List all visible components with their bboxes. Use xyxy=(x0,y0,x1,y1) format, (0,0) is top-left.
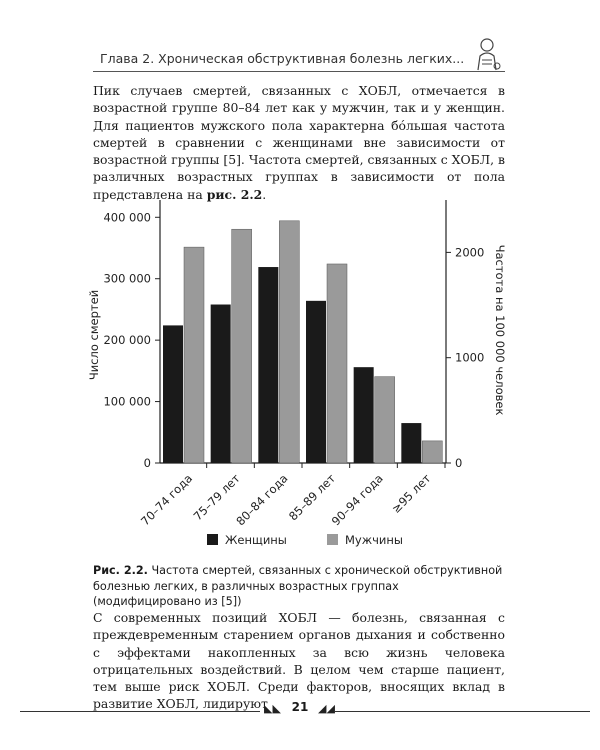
figure-reference: рис. 2.2 xyxy=(206,186,263,202)
left-tick-label: 0 xyxy=(143,456,151,470)
left-tick-label: 100 000 xyxy=(103,394,151,409)
page-number: 21 xyxy=(291,700,309,714)
header-rule xyxy=(93,71,505,72)
right-axis-title: Частота на 100 000 человек xyxy=(493,244,507,416)
footer-ornament-left-icon: ◣◣ xyxy=(264,702,281,715)
footer-rule-right xyxy=(335,711,590,712)
bar-men xyxy=(184,247,204,463)
bar-women xyxy=(401,423,421,463)
right-tick-label: 1000 xyxy=(455,350,485,365)
x-tick-label: ≥95 лет xyxy=(388,471,434,516)
bar-women xyxy=(258,267,278,463)
legend-label-men: Мужчины xyxy=(345,533,403,547)
legend-swatch-men xyxy=(327,534,338,545)
bar-men xyxy=(422,441,442,463)
footer-ornament-right-icon: ◢◢ xyxy=(318,702,335,715)
bar-women xyxy=(306,301,326,463)
footer-rule-left xyxy=(20,711,260,712)
figure-caption-label: Рис. 2.2. xyxy=(93,564,148,577)
x-tick-label: 85–89 лет xyxy=(285,471,339,524)
figure-caption-text: Частота смертей, связанных с хронической обструктивной болезнью легких, в различных возрастных группах (модифицировано из [5]) xyxy=(93,564,503,608)
x-tick-label: 80–84 года xyxy=(233,471,291,529)
left-axis-title: Число смертей xyxy=(87,289,101,381)
bar-men xyxy=(375,377,395,463)
right-tick-label: 0 xyxy=(455,456,463,470)
legend-swatch-women xyxy=(207,534,218,545)
paragraph-intro-end: . xyxy=(262,186,267,202)
paragraph-intro xyxy=(93,82,505,203)
x-tick-label: 90–94 года xyxy=(328,471,386,529)
bar-men xyxy=(279,221,299,463)
bar-women xyxy=(163,325,183,463)
chapter-logo-icon xyxy=(470,36,504,72)
left-tick-label: 200 000 xyxy=(103,333,151,348)
bar-men xyxy=(232,229,252,463)
x-tick-label: 70–74 года xyxy=(138,471,196,529)
figure-caption xyxy=(93,563,505,610)
paragraph-body: С современных позиций ХОБЛ — болезнь, связанная с преждевременным старением органов дыхания и собственно с эффектами накопленных за всю жизнь человека отрицательных воздействий. В целом чем старше пациент, тем выше риск ХОБЛ. Среди факторов, вносящих вклад в развитие ХОБЛ, лидируют xyxy=(93,610,505,712)
left-tick-label: 300 000 xyxy=(103,271,151,286)
running-header: Глава 2. Хроническая обструктивная болезнь легких... xyxy=(100,51,465,66)
legend-label-women: Женщины xyxy=(225,533,287,547)
paragraph-intro-text: Пик случаев смертей, связанных с ХОБЛ, отмечается в возрастной группе 80–84 лет как у мужчин, так и у женщин. Для пациентов мужского пола характерна бóльшая частота смертей в сравнении с женщинами вне зависимости от возрастной группы [5]. Частота смертей, связанных с ХОБЛ, в различных возрастных группах в зависимости от пола представлена на xyxy=(93,83,505,202)
bar-men xyxy=(327,264,347,463)
bar-women xyxy=(354,367,374,463)
right-tick-label: 2000 xyxy=(455,245,485,260)
left-tick-label: 400 000 xyxy=(103,210,151,225)
bar-women xyxy=(211,305,231,463)
x-tick-label: 75–79 лет xyxy=(190,471,243,524)
deaths-bar-chart xyxy=(0,190,600,560)
